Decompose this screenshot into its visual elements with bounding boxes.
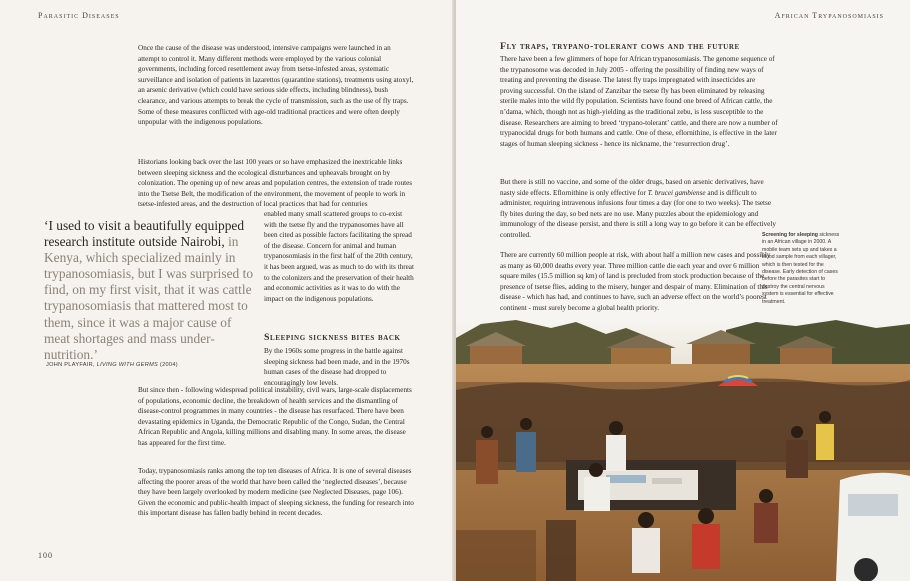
paragraph-no-vaccine [500, 177, 778, 241]
quote-book: LIVING WITH GERMS [96, 362, 159, 368]
quote-attribution [46, 362, 256, 368]
caption-title: Screening for sleeping [762, 232, 818, 238]
section-heading-bites-back: Sleeping sickness bites back [264, 332, 401, 343]
caption-body: sickness in an African village in 2000. A mobile team sets up and takes a blood sample from each villager, which is then tested for the disease. Early detection of cases before the parasites start to destroy the central nervous system is essential for effective treatment. [762, 232, 840, 305]
page-number: 100 [38, 551, 53, 560]
right-page [456, 0, 910, 581]
running-head-right: African Trypanosomiasis [774, 11, 884, 20]
pull-quote [44, 218, 256, 363]
paragraph-historians-top: Historians looking back over the last 100 years or so have emphasized the inextricable links between sleeping sickness and the ecological disturbances and upheavals brought on by colonization. The opening up of new areas and population centres, the extension of trade routes into the Tsetse Belt, the modification of the environment, the movement of people to work in tsetse-infested areas, and the destruction of local practices that had for centuries [138, 158, 413, 209]
left-page [0, 0, 454, 581]
paragraph-resurfaced: But since then - following widespread political instability, civil wars, large-scale displacements of populations, economic decline, the breakdown of health services and the dismantling of disease-control programmes in many countries - the disease has resurfaced. There have been devastating epidemics in Uganda, the Democratic Republic of the Congo, Sudan, the Central African Republic and Angola, killing millions and disabling many. In some areas, the disease has appeared for the first time. [138, 386, 412, 447]
quote-author: JOHN PLAYFAIR, [46, 362, 97, 368]
running-head-left: Parasitic Diseases [38, 11, 120, 20]
paragraph-1960s: By the 1960s some progress in the battle against sleeping sickness had been made, and in the 1970s human cases of the disease had dropped to encouragingly low levels. [264, 347, 410, 387]
paragraph-glimmers-of-hope: There have been a few glimmers of hope for African trypanosomiasis. The genome sequence of the trypanosome was decoded in July 2005 - offering the possibility of finding new ways of treating and preventing the disease. The latest fly traps impregnated with insecticides are proving successful. On the island of Zanzibar the tsetse fly has been eliminated by releasing sterile males into the wild fly population. Scientists have found one breed of African cattle, the n’dama, which, though not as high-yielding as the traditional zebu, is less susceptible to the disease. Researchers are aiming to breed ‘trypano-tolerant’ cattle, and there are now a number of trypanocidal drugs for both humans and cattle. One of these, eflornithine, is effective in the later stages of human sleeping sickness - hence its nickname, the ‘resurrection drug’. [500, 55, 778, 148]
photo-caption [762, 232, 842, 306]
paragraph-no-vaccine-a: But there is still no vaccine, and some of the older drugs, based on arsenic derivatives, have nasty side effects. Eflornithine is only effective for [500, 178, 764, 197]
quote-year: (2004) [158, 362, 178, 368]
village-screening-photo [456, 320, 910, 581]
paragraph-people-at-risk: There are currently 60 million people at risk, with about half a million new cases and possibly as many as 60,000 deaths every year. Three million cattle die each year and over 6 million square miles (15.5 million sq km) of land is precluded from stock production because of the presence of tsetse flies, adding to the misery, hunger and despair of many. Elimination of this disease - which has had, and continues to have, such an adverse effect on the world’s poorest continent - must surely become a global health priority. [500, 251, 771, 312]
pull-quote-light: in Kenya, which specialized mainly in trypanosomiasis, but I was surprised to find, on my first visit, that it was cattle trypanosomiasis that mattered most to them, since it was a major cause of meat shortages and mass under-nutrition.’ [44, 234, 254, 362]
paragraph-historians-side: enabled many small scattered groups to co-exist with the tsetse fly and the trypanosomes have all been cited as possible factors facilitating the spread of the disease. Concern for animal and human trypanosomiasis in the first half of the 20th century, it has been argued, was as much to do with its threat to the colonizers and the preservation of their health and economic activities as it was to do with the impact on the indigenous populations. [264, 210, 414, 303]
paragraph-neglected-diseases: Today, trypanosomiasis ranks among the top ten diseases of Africa. It is one of several diseases affecting the poorer areas of the world that have been called the ‘neglected diseases’, because they have been largely overlooked by modern medicine (see Neglected Diseases, page 106). Given the economic and public-health impact of sleeping sickness, the funding for research into this important disease has fallen badly behind in recent decades. [138, 467, 414, 518]
paragraph-campaigns: Once the cause of the disease was understood, intensive campaigns were launched in an attempt to control it. Many different methods were employed by the various colonial governments, including forced resettlement away from tsetse-infested areas, systematic surveillance and isolation of patients in lazarettos (quarantine stations), treatments using atoxyl, an arsenic derivative (which could have serious side effects, including blindness), bush clearance, and various attempts to break the cycle of transmission, such as the use of fly traps. Some of these measures conflicted with age-old traditional practices and were often deeply unpopular with the indigenous populations. [138, 44, 414, 127]
paragraph-no-vaccine-b: and is difficult to administer, requiring intravenous infusions four times a day (for one to two weeks). The tsetse fly bites during the day, so bed nets are no use. Many puzzles about the epidemiology and immunology of the disease persist, and there is still a long way to go before it can be effectively controlled. [500, 188, 776, 239]
pull-quote-dark: ‘I used to visit a beautifully equipped research institute outside Nairobi, [44, 218, 245, 250]
species-name: T. brucei gambiense [647, 188, 706, 197]
section-heading-fly-traps: Fly traps, trypano-tolerant cows and the future [500, 41, 740, 52]
